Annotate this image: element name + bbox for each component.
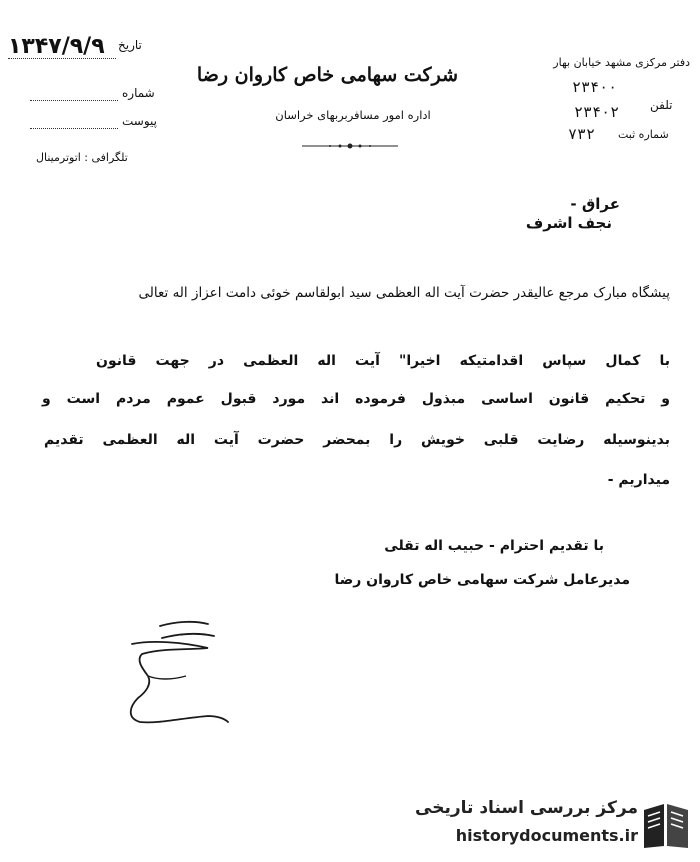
company-name: شرکت سهامی خاص کاروان رضا bbox=[196, 64, 458, 86]
attachment-line bbox=[30, 128, 118, 129]
phone-number-1: ۲۳۴۰۰ bbox=[572, 78, 618, 96]
phone-label: تلفن bbox=[650, 98, 673, 112]
attachment-label: پیوست bbox=[122, 114, 157, 128]
telegraph-address: تلگرافی : اتوترمینال bbox=[36, 151, 128, 164]
book-icon bbox=[636, 800, 694, 852]
closing-regards: با تقدیم احترام - حبیب اله تقلی bbox=[384, 538, 604, 554]
letter-date: ۱۳۴۷/۹/۹ bbox=[8, 34, 105, 59]
addressee-country: عراق - bbox=[570, 195, 620, 213]
body-line: و تحکیم قانون اساسی مبذول فرموده اند مورد قبول عموم مردم است و bbox=[42, 391, 670, 407]
phone-number-2: ۲۳۴۰۲ bbox=[574, 103, 620, 121]
date-line bbox=[8, 58, 116, 59]
body-line: میداریم - bbox=[607, 472, 670, 488]
watermark-name: مرکز بررسی اسناد تاریخی bbox=[415, 798, 638, 818]
handwritten-signature bbox=[112, 614, 232, 739]
company-department: اداره امور مسافربربهای خراسان bbox=[275, 108, 431, 122]
number-line bbox=[30, 100, 118, 101]
number-label: شماره bbox=[122, 86, 155, 100]
body-line: بدینوسیله رضایت قلبی خویش را بمحضر حضرت آیت اله العظمی تقدیم bbox=[44, 432, 670, 448]
registration-label: شماره ثبت bbox=[618, 128, 669, 141]
addressee-city: نجف اشرف bbox=[525, 214, 612, 232]
salutation: پیشگاه مبارک مرجع عالیقدر حضرت آیت اله العظمی سید ابولقاسم خوئی دامت اعزاز اله تعالی bbox=[138, 285, 670, 301]
letterhead-ornament bbox=[300, 140, 400, 152]
signer-title: مدیرعامل شرکت سهامی خاص کاروان رضا bbox=[334, 572, 630, 588]
date-label: تاریخ bbox=[118, 38, 142, 52]
body-line: با کمال سپاس اقدامتیکه اخیرا" آیت اله العظمی در جهت قانون bbox=[96, 353, 670, 369]
watermark-url: historydocuments.ir bbox=[455, 826, 638, 845]
registration-number: ۷۳۲ bbox=[568, 125, 596, 143]
office-address: دفتر مرکزی مشهد خیابان بهار bbox=[553, 56, 690, 69]
